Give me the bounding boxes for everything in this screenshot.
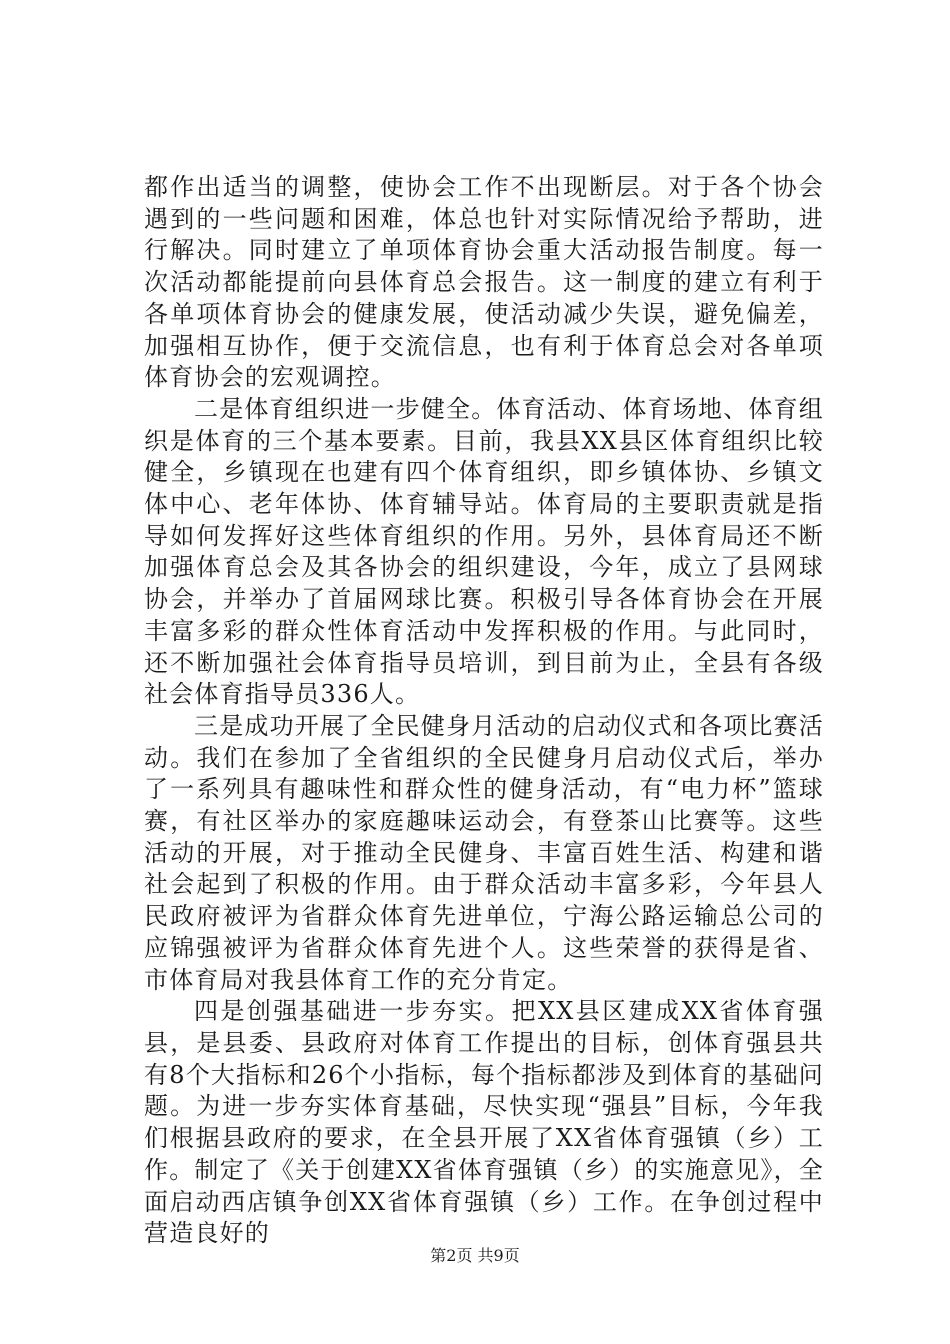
paragraph-3: 三是成功开展了全民健身月活动的启动仪式和各项比赛活动。我们在参加了全省组织的全民健身月启动仪式后，举办了一系列具有趣味性和群众性的健身活动，有“电力杯”篮球赛，有社区举办的家庭趣味运动会，有登茶山比赛等。这些活动的开展，对于推动全民健身、丰富百姓生活、构建和谐社会起到了积极的作用。由于群众活动丰富多彩，今年县人民政府被评为省群众体育先进单位，宁海公路运输总公司的应锦强被评为省群众体育先进个人。这些荣誉的获得是省、市体育局对我县体育工作的充分肯定。 (144, 711, 824, 994)
page-number-footer: 第2页 共9页 (430, 1246, 520, 1265)
paragraph-1: 都作出适当的调整，使协会工作不出现断层。对于各个协会遇到的一些问题和困难，体总也针对实际情况给予帮助，进行解决。同时建立了单项体育协会重大活动报告制度。每一次活动都能提前向县体育总会报告。这一制度的建立有利于各单项体育协会的健康发展，使活动减少失误，避免偏差，加强相互协作，便于交流信息，也有利于体育总会对各单项体育协会的宏观调控。 (144, 173, 824, 392)
paragraph-2: 二是体育组织进一步健全。体育活动、体育场地、体育组织是体育的三个基本要素。目前，我县XX县区体育组织比较健全，乡镇现在也建有四个体育组织，即乡镇体协、乡镇文体中心、老年体协、体育辅导站。体育局的主要职责就是指导如何发挥好这些体育组织的作用。另外，县体育局还不断加强体育总会及其各协会的组织建设，今年，成立了县网球协会，并举办了首届网球比赛。积极引导各体育协会在开展丰富多彩的群众性体育活动中发挥积极的作用。与此同时，还不断加强社会体育指导员培训，到目前为止，全县有各级社会体育指导员336人。 (144, 394, 824, 709)
document-body (144, 172, 824, 1250)
paragraph-4: 四是创强基础进一步夯实。把XX县区建成XX省体育强县，是县委、县政府对体育工作提出的目标，创体育强县共有8个大指标和26个小指标，每个指标都涉及到体育的基础问题。为进一步夯实体育基础，尽快实现“强县”目标，今年我们根据县政府的要求，在全县开展了XX省体育强镇（乡）工作。制定了《关于创建XX省体育强镇（乡）的实施意见》，全面启动西店镇争创XX省体育强镇（乡）工作。在争创过程中营造良好的 (144, 997, 824, 1248)
